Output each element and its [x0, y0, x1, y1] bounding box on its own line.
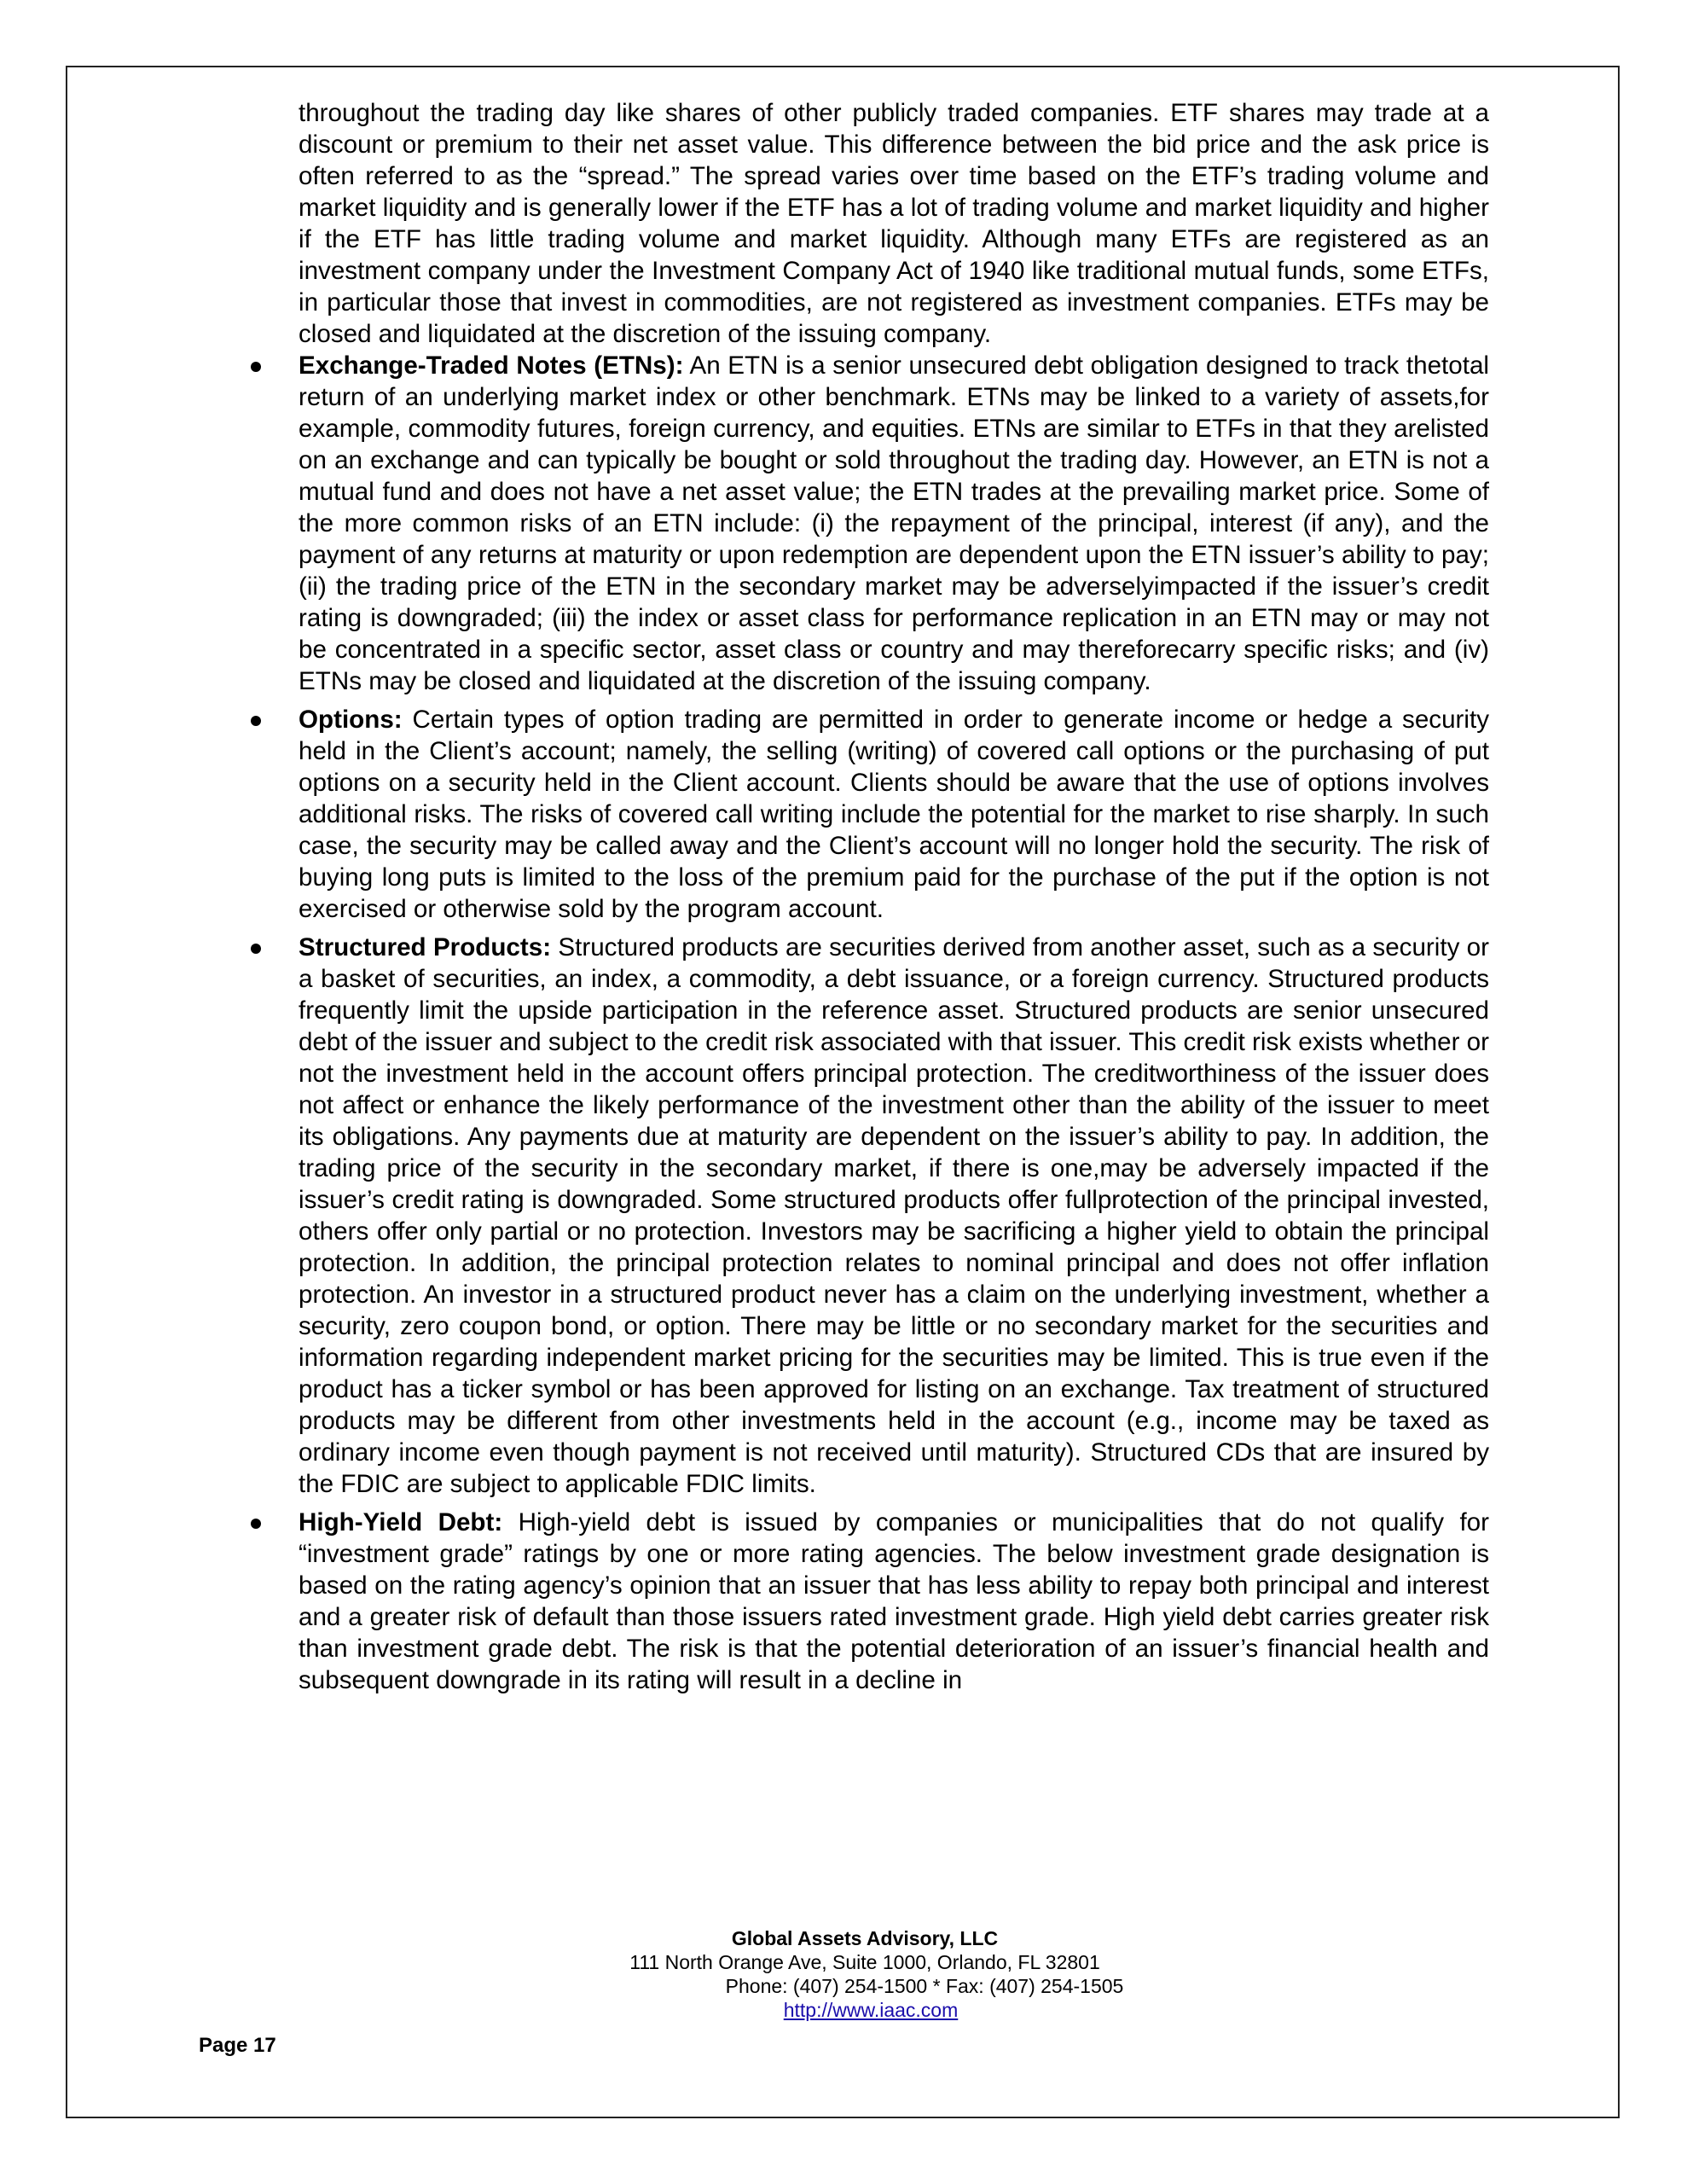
- bullet-icon: [251, 1519, 261, 1529]
- bullet-term: High-Yield Debt:: [299, 1508, 503, 1536]
- bullet-item-high-yield-debt: [299, 1507, 1489, 1696]
- bullet-text: High-yield debt is issued by companies or municipalities that do not qualify for “investment grade” ratings by one or more rating agencies. The below investment grade designation is based on the rating agency’s opinion that an issuer that has less ability to repay both principal and interest and a greater risk of default than those issuers rated investment grade. High yield debt carries greater risk than investment grade debt. The risk is that the potential deterioration of an issuer’s financial health and subsequent downgrade in its rating will result in a decline in: [299, 1508, 1489, 1694]
- bullet-term: Structured Products:: [299, 933, 552, 961]
- intro-paragraph: throughout the trading day like shares of other publicly traded companies. ETF shares may trade at a discount or premium to their net asset value. This difference between the bid price and the ask price is often referred to as the “spread.” The spread varies over time based on the ETF’s trading volume and market liquidity and is generally lower if the ETF has a lot of trading volume and market liquidity and higher if the ETF has little trading volume and market liquidity. Although many ETFs are registered as an investment company under the Investment Company Act of 1940 like traditional mutual funds, some ETFs, in particular those that invest in commodities, are not registered as investment companies. ETFs may be closed and liquidated at the discretion of the issuing company.: [299, 99, 1489, 348]
- bullet-item-etns: [299, 350, 1489, 697]
- bullet-text: An ETN is a senior unsecured debt obligation designed to track thetotal return of an underlying market index or other benchmark. ETNs may be linked to a variety of assets,for example, commodity futures, foreign currency, and equities. ETNs are similar to ETFs in that they arelisted on an exchange and can typically be bought or sold throughout the trading day. However, an ETN is not a mutual fund and does not have a net asset value; the ETN trades at the prevailing market price. Some of the more common risks of an ETN include: (i) the repayment of the principal, interest (if any), and the payment of any returns at maturity or upon redemption are dependent upon the ETN issuer’s ability to pay; (ii) the trading price of the ETN in the secondary market may be adverselyimpacted if the issuer’s credit rating is downgraded; (iii) the index or asset class for performance replication in an ETN may or may not be concentrated in a specific sector, asset class or country and may thereforecarry specific risks; and (iv) ETNs may be closed and liquidated at the discretion of the issuing company.: [299, 351, 1489, 695]
- bullet-icon: [251, 944, 261, 954]
- bullet-icon: [251, 362, 261, 372]
- bullet-text: Certain types of option trading are permitted in order to generate income or hedge a security held in the Client’s account; namely, the selling (writing) of covered call options or the purchasing of put options on a security held in the Client account. Clients should be aware that the use of options involves additional risks. The risks of covered call writing include the potential for the market to rise sharply. In such case, the security may be called away and the Client’s account will no longer hold the security. The risk of buying long puts is limited to the loss of the premium paid for the purchase of the put if the option is not exercised or otherwise sold by the program account.: [299, 706, 1489, 923]
- bullet-term: Options:: [299, 706, 403, 734]
- footer-phone-fax: Phone: (407) 254-1500 * Fax: (407) 254-1505: [725, 1975, 1124, 1997]
- bullet-item-options: [299, 704, 1489, 925]
- bullet-text: Structured products are securities derived from another asset, such as a security or a basket of securities, an index, a commodity, a debt issuance, or a foreign currency. Structured products frequently limit the upside participation in the reference asset. Structured products are senior unsecured debt of the issuer and subject to the credit risk associated with that issuer. This credit risk exists whether or not the investment held in the account offers principal protection. The creditworthiness of the issuer does not affect or enhance the likely performance of the investment other than the ability of the issuer to meet its obligations. Any payments due at maturity are dependent on the issuer’s ability to pay. In addition, the trading price of the security in the secondary market, if there is one,may be adversely impacted if the issuer’s credit rating is downgraded. Some structured products offer fullprotection of the principal invested, others offer only partial or no protection. Investors may be sacrificing a higher yield to obtain the principal protection. In addition, the principal protection relates to nominal principal and does not offer inflation protection. An investor in a structured product never has a claim on the underlying investment, whether a security, zero coupon bond, or option. There may be little or no secondary market for the securities and information regarding independent market pricing for the securities may be limited. This is true even if the product has a ticker symbol or has been approved for listing on an exchange. Tax treatment of structured products may be different from other investments held in the account (e.g., income may be taxed as ordinary income even though payment is not received until maturity). Structured CDs that are insured by the FDIC are subject to applicable FDIC limits.: [299, 933, 1489, 1498]
- footer-address: 111 North Orange Ave, Suite 1000, Orlando, FL 32801: [629, 1951, 1100, 1973]
- bullet-icon: [251, 716, 261, 726]
- document-body: [299, 97, 1489, 1703]
- page-footer: [0, 1926, 1687, 2022]
- bullet-list: [299, 350, 1489, 1696]
- bullet-term: Exchange-Traded Notes (ETNs):: [299, 351, 684, 380]
- footer-website-link[interactable]: http://www.iaac.com: [783, 1999, 959, 2021]
- bullet-item-structured-products: [299, 932, 1489, 1500]
- page-number: Page 17: [199, 2034, 276, 2057]
- footer-company-name: Global Assets Advisory, LLC: [731, 1927, 999, 1949]
